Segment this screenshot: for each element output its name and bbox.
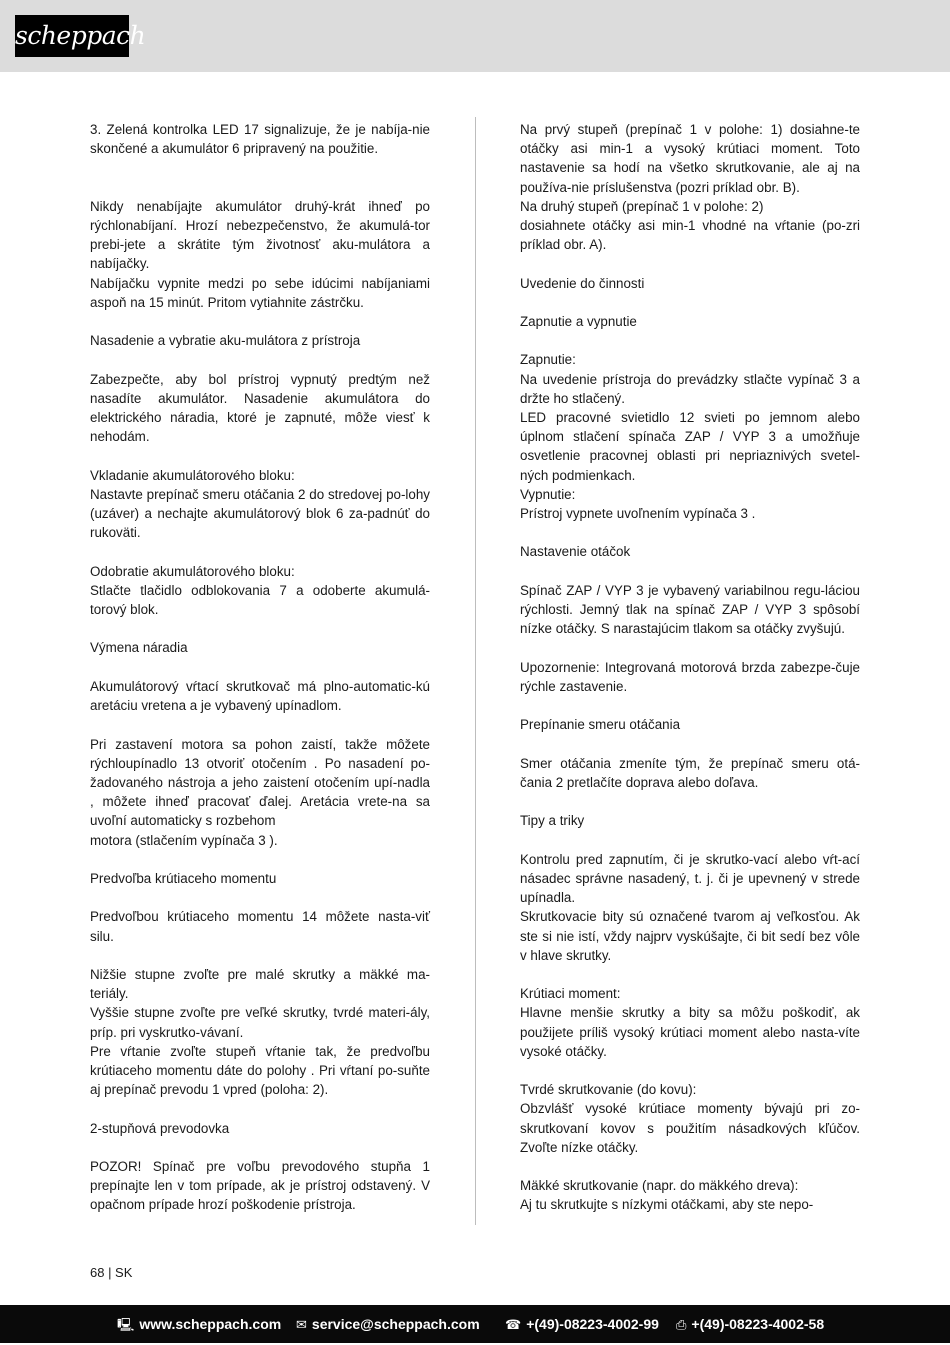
text-paragraph: Nižšie stupne zvoľte pre malé skrutky a mäkké ma-teriály.	[90, 966, 430, 1002]
text-paragraph: Stlačte tlačidlo odblokovania 7 a odoberte akumulá-torový blok.	[90, 582, 430, 618]
text-paragraph: Pri zastavení motora sa pohon zaistí, takže môžete rýchloupínadlo 13 otvoriť otočením . Po nasadení po-žadovaného nástroja a jeho zaistení otočením upí-nadla , môžete ihneď pracovať ďalej. Aretácia vrete-na sa uvoľní automaticky s rozbehom	[90, 736, 430, 829]
text-paragraph: Vkladanie akumulátorového bloku:	[90, 467, 295, 483]
blank-line	[520, 831, 860, 850]
blank-line	[90, 1138, 430, 1157]
computer-icon: 🖳	[117, 1318, 135, 1333]
text-paragraph: Vypnutie:	[520, 486, 576, 502]
blank-line	[520, 735, 860, 754]
text-paragraph: Tvrdé skrutkovanie (do kovu):	[520, 1082, 697, 1098]
brand-logo: scheppach	[15, 15, 129, 57]
footer-fax	[676, 1305, 824, 1345]
text-paragraph: Nastavenie otáčok	[520, 544, 631, 560]
blank-line	[90, 888, 430, 907]
text-paragraph: Na uvedenie prístroja do prevádzky stlačte vypínač 3 a držte ho stlačený.	[520, 371, 860, 406]
text-paragraph: Vyššie stupne zvoľte pre veľké skrutky, tvrdé materi-ály, príp. pri vyskrutko-vávaní.	[90, 1005, 430, 1040]
text-paragraph: Kontrolu pred zapnutím, či je skrutko-vací alebo vŕt-ací násadec správne nasadený, t. j. či je upevnený v strede upínadla.	[520, 851, 860, 906]
blank-line	[90, 1099, 430, 1118]
right-text-column	[520, 120, 860, 1215]
blank-line	[520, 1157, 860, 1176]
blank-line	[520, 331, 860, 350]
text-paragraph: Obzvlášť vysoké krútiace momenty bývajú pri zo-skrutkovaní kovov s použitím násadkových kľúčov. Zvoľte nízke otáčky.	[520, 1101, 860, 1155]
blank-line	[520, 562, 860, 581]
text-paragraph: Zabezpečte, aby bol prístroj vypnutý predtým než nasadíte akumulátor. Nasadenie akumulátora do elektrického náradia, ktoré je zapnuté, môže viesť k nehodám.	[90, 371, 430, 445]
text-paragraph: Na druhý stupeň (prepínač 1 v polohe: 2)	[520, 198, 764, 214]
footer-email[interactable]	[296, 1305, 480, 1345]
text-paragraph: Akumulátorový vŕtací skrutkovač má plno-automatic-kú aretáciu vretena a je vybavený upínadlom.	[90, 678, 430, 714]
blank-line	[520, 696, 860, 715]
blank-line	[90, 542, 430, 561]
footer-phone	[505, 1305, 659, 1345]
phone-text: +(49)-08223-4002-99	[526, 1316, 659, 1332]
blank-line	[90, 658, 430, 677]
text-paragraph: 2-stupňová prevodovka	[90, 1120, 230, 1136]
contact-footer	[0, 1305, 950, 1343]
blank-line	[90, 850, 430, 869]
email-text: service@scheppach.com	[311, 1316, 480, 1332]
blank-line	[520, 638, 860, 657]
blank-line	[90, 619, 430, 638]
text-paragraph: Pre vŕtanie zvoľte stupeň vŕtanie tak, že predvoľbu krútiaceho momentu dáte do polohy . Pri vŕtaní po-suňte aj prepínač prevodu 1 vpred (poloha: 2).	[90, 1043, 430, 1098]
blank-line	[520, 792, 860, 811]
text-paragraph: Výmena náradia	[90, 640, 188, 656]
text-paragraph: Prístroj vypnete uvoľnením vypínača 3 .	[520, 506, 756, 522]
text-paragraph: Skrutkovacie bity sú označené tvarom aj veľkosťou. Ak ste si nie istí, vždy najprv vyskúšajte, či bit sedí bez vôle v hlave skrutky.	[520, 909, 860, 963]
text-paragraph: Hlavne menšie skrutky a bity sa môžu poškodiť, ak použijete príliš vysoký krútiaci moment alebo nasta-víte vysoké otáčky.	[520, 1005, 860, 1059]
blank-line	[520, 1061, 860, 1080]
page-number: 68 | SK	[90, 1265, 133, 1280]
text-paragraph: Zapnutie a vypnutie	[520, 314, 637, 330]
text-paragraph: 3. Zelená kontrolka LED 17 signalizuje, že je nabíja-nie skončené a akumulátor 6 pripravený na použitie.	[90, 122, 430, 157]
blank-line	[90, 946, 430, 965]
phone-icon: ☎	[505, 1318, 522, 1333]
footer-website[interactable]	[117, 1305, 281, 1345]
page-header	[0, 0, 950, 72]
text-paragraph: Nastavte prepínač smeru otáčania 2 do stredovej po-lohy (uzáver) a nechajte akumulátorový blok 6 za-padnúť do rukoväti.	[90, 486, 430, 541]
blank-line	[520, 523, 860, 542]
fax-text: +(49)-08223-4002-58	[691, 1316, 825, 1332]
blank-line	[520, 254, 860, 273]
text-paragraph: Spínač ZAP / VYP 3 je vybavený variabilnou regu-láciou rýchlosti. Jemný tlak na spínač ZAP / VYP 3 spôsobí nízke otáčky. S narastajúcim tlakom sa otáčky zvyšujú.	[520, 582, 860, 637]
text-paragraph: Upozornenie: Integrovaná motorová brzda zabezpe-čuje rýchle zastavenie.	[520, 659, 860, 694]
column-divider	[475, 117, 476, 1225]
text-paragraph: motora (stlačením vypínača 3 ).	[90, 832, 278, 848]
text-paragraph: dosiahnete otáčky asi min-1 vhodné na vŕtanie (po-zri príklad obr. A).	[520, 218, 860, 253]
text-paragraph: Nasadenie a vybratie aku-mulátora z prístroja	[90, 333, 361, 349]
text-paragraph: POZOR! Spínač pre voľbu prevodového stupňa 1 prepínajte len v tom prípade, ak je prístroj odstavený. V opačnom prípade hrozí poškodenie prístroja.	[90, 1158, 430, 1213]
text-paragraph: Uvedenie do činnosti	[520, 275, 645, 291]
text-paragraph: Predvoľba krútiaceho momentu	[90, 870, 277, 886]
envelope-icon: ✉	[296, 1318, 307, 1333]
text-paragraph: LED pracovné svietidlo 12 svieti po jemnom alebo úplnom stlačení spínača ZAP / VYP 3 a umožňuje osvetlenie pracovnej oblasti pri nepriaznivých svetel-ných podmienkach.	[520, 410, 860, 483]
text-paragraph: Na prvý stupeň (prepínač 1 v polohe: 1) dosiahne-te otáčky asi min-1 a vysoký krútiaci moment. Toto nastavenie sa hodí na všetko skrutkovanie, ale aj na používa-nie príslušenstva (pozri príklad obr. B).	[520, 122, 860, 195]
text-paragraph: Predvoľbou krútiaceho momentu 14 môžete nasta-viť silu.	[90, 909, 430, 944]
blank-line	[90, 715, 430, 734]
text-paragraph: Nabíjačku vypnite medzi po sebe idúcimi nabíjaniami aspoň na 15 minút. Pritom vytiahnite zástrčku.	[90, 275, 430, 310]
text-paragraph: Smer otáčania zmeníte tým, že prepínač smeru otá-čania 2 pretlačíte doprava alebo doľava.	[520, 755, 860, 790]
blank-line	[90, 158, 430, 177]
text-paragraph: Tipy a triky	[520, 813, 585, 829]
text-paragraph: Odobratie akumulátorového bloku:	[90, 563, 295, 579]
text-paragraph: Zapnutie:	[520, 352, 576, 368]
text-paragraph: Aj tu skrutkujte s nízkymi otáčkami, aby ste nepo-	[520, 1197, 814, 1213]
text-paragraph: Nikdy nenabíjajte akumulátor druhý-krát ihneď po rýchlonabíjaní. Hrozí nebezpečenstvo, že akumulá-tor prebi-jete a skrátite tým životnosť aku-mulátora a nabíjačky.	[90, 198, 430, 272]
text-paragraph: Prepínanie smeru otáčania	[520, 717, 681, 733]
text-paragraph: Krútiaci moment:	[520, 986, 621, 1002]
website-text: www.scheppach.com	[139, 1316, 282, 1332]
blank-line	[520, 293, 860, 312]
fax-icon: ⎙	[676, 1318, 687, 1333]
blank-line	[520, 965, 860, 984]
blank-line	[90, 350, 430, 369]
text-paragraph: Mäkké skrutkovanie (napr. do mäkkého dreva):	[520, 1178, 799, 1194]
blank-line	[90, 178, 430, 197]
left-text-column	[90, 120, 430, 1215]
blank-line	[90, 446, 430, 465]
blank-line	[90, 312, 430, 331]
